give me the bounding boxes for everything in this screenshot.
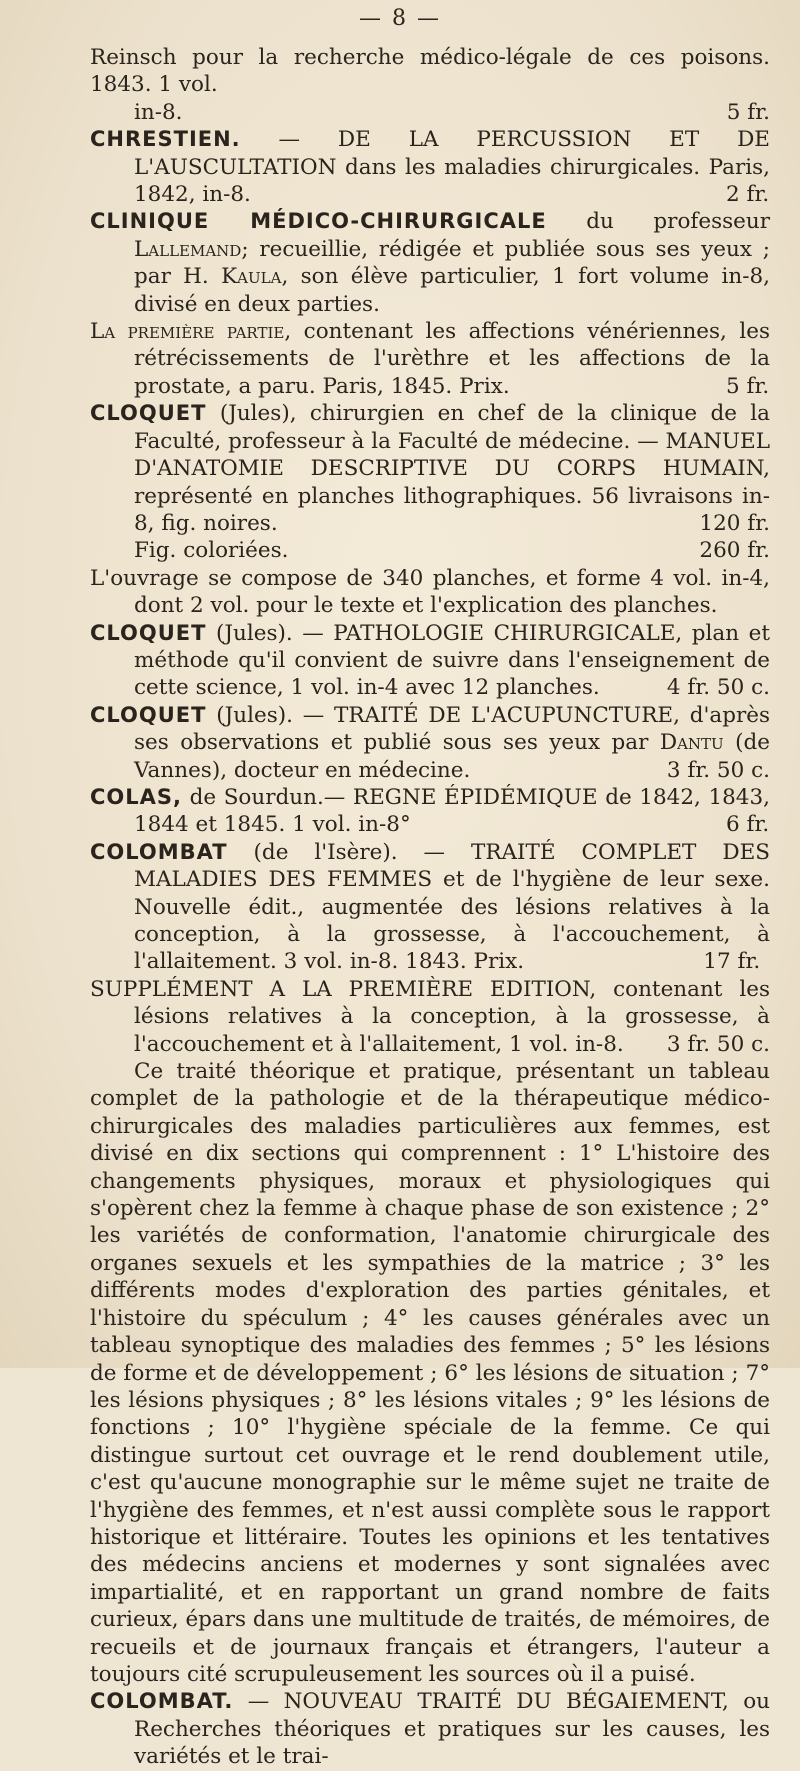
author-cloquet-2: CLOQUET xyxy=(90,620,207,645)
clinique-text-3: , son élève particulier, 1 fort volume in-8, divisé en deux parties. xyxy=(134,264,770,317)
entry-colas xyxy=(90,784,770,839)
entry-cloquet-anatomie xyxy=(90,400,770,619)
author-cloquet-1: CLOQUET xyxy=(90,401,207,426)
cloquet-acupuncture-editor: Dantu xyxy=(659,730,724,756)
catalogue-text xyxy=(90,44,770,1771)
supplement-price: 3 fr. 50 c. xyxy=(666,1031,770,1057)
cloquet-acupuncture-text-2: (de Vannes), docteur en médecine. xyxy=(134,730,770,783)
clinique-title: CLINIQUE MÉDICO-CHIRURGICALE xyxy=(90,209,547,234)
supplement-text: SUPPLÉMENT A LA PREMIÈRE EDITION, contenant les lésions relatives à la conception, à la grossesse, à l'accouchement et à l'allaitement, 1 vol. in-8. xyxy=(90,976,770,1057)
cloquet-pathologie-text: (Jules). — PATHOLOGIE CHIRURGICALE, plan et méthode qu'il convient de suivre dans l'enseignement de cette science, 1 vol. in-4 avec 12 planches. xyxy=(134,620,770,701)
chrestien-title: — DE LA PERCUSSION ET DE L'AUSCULTATION xyxy=(134,127,770,180)
reinsch-format: in-8. xyxy=(134,99,183,125)
cloquet-anatomie-price: 120 fr. xyxy=(699,510,770,536)
premiere-partie-price: 5 fr. xyxy=(726,373,770,399)
author-cloquet-3: CLOQUET xyxy=(90,702,207,727)
premiere-partie-label: La première partie xyxy=(90,319,285,345)
entry-clinique xyxy=(90,208,770,400)
clinique-editor: Kaula xyxy=(221,264,282,290)
entry-colombat-begaiement xyxy=(90,1688,770,1770)
entry-chrestien xyxy=(90,126,770,208)
reinsch-price: 5 fr. xyxy=(726,99,770,125)
author-colombat-1: COLOMBAT xyxy=(90,839,228,864)
cloquet-acupuncture-price: 3 fr. 50 c. xyxy=(666,757,770,783)
colas-price: 6 fr. xyxy=(726,812,770,838)
cloquet-pathologie-price: 4 fr. 50 c. xyxy=(666,675,770,701)
page-number: — 8 — xyxy=(359,6,441,31)
reinsch-line: Reinsch pour la recherche médico-légale de ces poisons. 1843. 1 vol. xyxy=(90,45,770,98)
colas-text: de Sourdun.— REGNE ÉPIDÉMIQUE de 1842, 1843, 1844 et 1845. 1 vol. in-8° xyxy=(134,784,770,838)
cloquet-anatomie-text: (Jules), chirurgien en chef de la clinique de la Faculté, professeur à la Faculté de médecine. — MANUEL D'ANATOMIE DESCRIPTIVE DU CORPS HUMAIN, représenté en planches lithographiques. 56 livraisons in-8, fig. noires. xyxy=(134,401,770,536)
entry-colombat-maladies xyxy=(90,839,770,1689)
colombat-description: Ce traité théorique et pratique, présentant un tableau complet de la pathologie et de la thérapeutique médico-chirurgicales des maladies particulières aux femmes, est divisé en dix sections qui comprennent : 1° L'histoire des changements physiques, moraux et physiologiques qui s'opèrent chez la femme à chaque phase de son existence ; 2° les variétés de conformation, l'anatomie chirurgicale des organes sexuels et les sympathies de la matrice ; 3° les différents modes d'exploration des parties génitales, et l'histoire du spéculum ; 4° les causes générales avec un tableau synoptique des maladies des femmes ; 5° les lésions de forme et de développement ; 6° les lésions de situation ; 7° les lésions physiques ; 8° les lésions vitales ; 9° les lésions de fonctions ; 10° l'hygiène spéciale de la femme. Ce qui distingue surtout cet ouvrage et le rend doublement utile, c'est qu'aucune monographie sur le même sujet ne traite de l'hygiène des femmes, et n'est aussi complète sous le rapport historique et littéraire. Toutes les opinions et les tentatives des médecins anciens et modernes y sont signalées avec impartialité, et en rapportant un grand nombre de faits curieux, épars dans une multitude de traités, de mémoires, de recueils et de journaux français et étrangers, l'auteur a toujours cité scrupuleusement les sources où il a puisé. xyxy=(90,1059,770,1687)
author-colas: COLAS, xyxy=(90,784,182,809)
cloquet-fig-coloriees: Fig. coloriées. xyxy=(134,538,289,564)
chrestien-price: 2 fr. xyxy=(726,182,770,208)
colombat-maladies-price: 17 fr. xyxy=(703,949,761,975)
clinique-text-2: ; recueillie, rédigée et publiée sous ses yeux ; par H. xyxy=(134,236,770,290)
chrestien-details: dans les maladies chirurgicales. Paris, 1842, in-8. xyxy=(134,154,771,208)
entry-cloquet-pathologie xyxy=(90,620,770,702)
cloquet-anatomie-note: L'ouvrage se compose de 340 planches, et forme 4 vol. in-4, dont 2 vol. pour le texte et l'explication des planches. xyxy=(90,565,770,619)
entry-cloquet-acupuncture xyxy=(90,702,770,784)
entry-reinsch-continuation xyxy=(90,44,770,126)
cloquet-acupuncture-text-1: (Jules). — TRAITÉ DE L'ACUPUNCTURE, d'après ses observations et publié sous ses yeux par xyxy=(134,702,770,756)
clinique-professor: Lallemand xyxy=(134,236,242,262)
colombat-begaiement-text: — NOUVEAU TRAITÉ DU BÉGAIEMENT, ou Recherches théoriques et pratiques sur les causes, les variétés et le trai- xyxy=(134,1689,770,1770)
author-chrestien: CHRESTIEN. xyxy=(90,127,241,152)
premiere-partie-text: , contenant les affections vénériennes, les rétrécissements de l'urèthre et les affections de la prostate, a paru. Paris, 1845. Prix. xyxy=(134,319,770,399)
cloquet-fig-price: 260 fr. xyxy=(699,538,770,564)
clinique-text-1: du professeur xyxy=(546,209,771,235)
author-colombat-2: COLOMBAT. xyxy=(90,1689,234,1714)
colombat-maladies-text: (de l'Isère). — TRAITÉ COMPLET DES MALADIES DES FEMMES et de l'hygiène de leur sexe. Nouvelle édit., augmentée des lésions relatives à la conception, à la grossesse, à l'accouchement, à l'allaitement. 3 vol. in-8. 1843. Prix. xyxy=(134,839,770,975)
